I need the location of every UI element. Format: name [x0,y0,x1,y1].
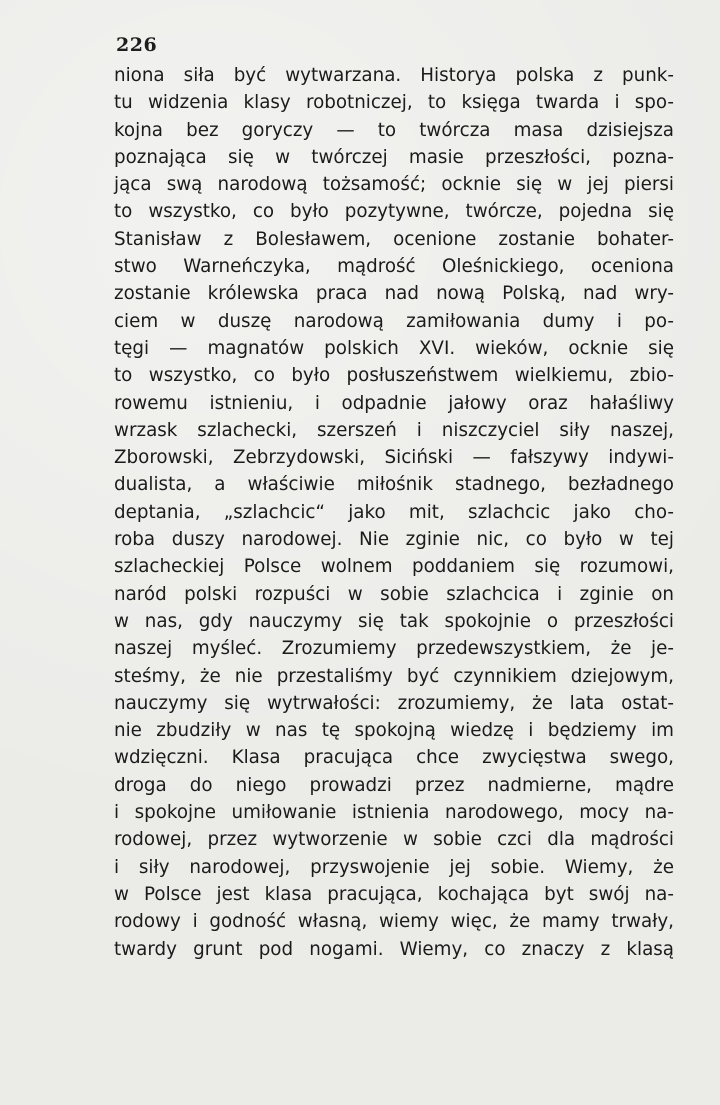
text-line: w Polsce jest klasa pracująca, kochająca byt swój na- [114,883,674,905]
text-line: roba duszy narodowej. Nie zginie nic, co było w tej [114,529,674,551]
text-line: szlacheckiej Polsce wolnem poddaniem się rozumowi, [114,556,674,578]
text-line: jąca swą narodową tożsamość; ocknie się w jej piersi [114,174,674,196]
text-line: to wszystko, co było posłuszeństwem wielkiemu, zbio- [114,365,674,387]
text-line: tęgi — magnatów polskich XVI. wieków, ocknie się [114,337,674,359]
text-line: wrzask szlachecki, szerszeń i niszczyciel siły naszej, [114,419,674,441]
text-line: droga do niego prowadzi przez nadmierne, mądre [114,774,674,796]
text-line: twardy grunt pod nogami. Wiemy, co znaczy z klasą [114,938,674,960]
text-line: deptania, „szlachcic“ jako mit, szlachcic jako cho- [114,501,674,523]
text-line: kojna bez goryczy — to twórcza masa dzisiejsza [114,119,674,141]
text-line: wdzięczni. Klasa pracująca chce zwycięstwa swego, [114,747,674,769]
text-line: Stanisław z Bolesławem, ocenione zostanie bohater- [114,228,674,250]
text-line: ciem w duszę narodową zamiłowania dumy i po- [114,310,674,332]
text-line: nauczymy się wytrwałości: zrozumiemy, że lata ostat- [114,692,674,714]
text-line: steśmy, że nie przestaliśmy być czynnikiem dziejowym, [114,665,674,687]
text-line: rowemu istnieniu, i odpadnie jałowy oraz hałaśliwy [114,392,674,414]
text-line: niona siła być wytwarzana. Historya polska z punk- [114,65,674,86]
text-line: i spokojne umiłowanie istnienia narodowego, mocy na- [114,802,674,824]
text-line: tu widzenia klasy robotniczej, to księga twarda i spo- [114,92,674,114]
text-line: rodowy i godność własną, wiemy więc, że mamy trwały, [114,911,674,933]
text-line: dualista, a właściwie miłośnik stadnego, bezładnego [114,474,674,496]
text-line: poznająca się w twórczej masie przeszłości, pozna- [114,146,674,168]
text-line: zostanie królewska praca nad nową Polską, nad wry- [114,283,674,305]
body-text [114,62,674,963]
text-line: nie zbudziły w nas tę spokojną wiedzę i będziemy im [114,720,674,742]
text-line: to wszystko, co było pozytywne, twórcze, pojedna się [114,201,674,223]
text-line: naszej myśleć. Zrozumiemy przedewszystkiem, że je- [114,638,674,660]
text-line: w nas, gdy nauczymy się tak spokojnie o przeszłości [114,610,674,632]
text-line: Zborowski, Zebrzydowski, Siciński — fałszywy indywi- [114,447,674,469]
page-number: 226 [116,34,158,56]
text-line: i siły narodowej, przyswojenie jej sobie. Wiemy, że [114,856,674,878]
text-line: rodowej, przez wytworzenie w sobie czci dla mądrości [114,829,674,851]
text-line: stwo Warneńczyka, mądrość Oleśnickiego, oceniona [114,256,674,278]
text-line: naród polski rozpuści w sobie szlachcica i zginie on [114,583,674,605]
